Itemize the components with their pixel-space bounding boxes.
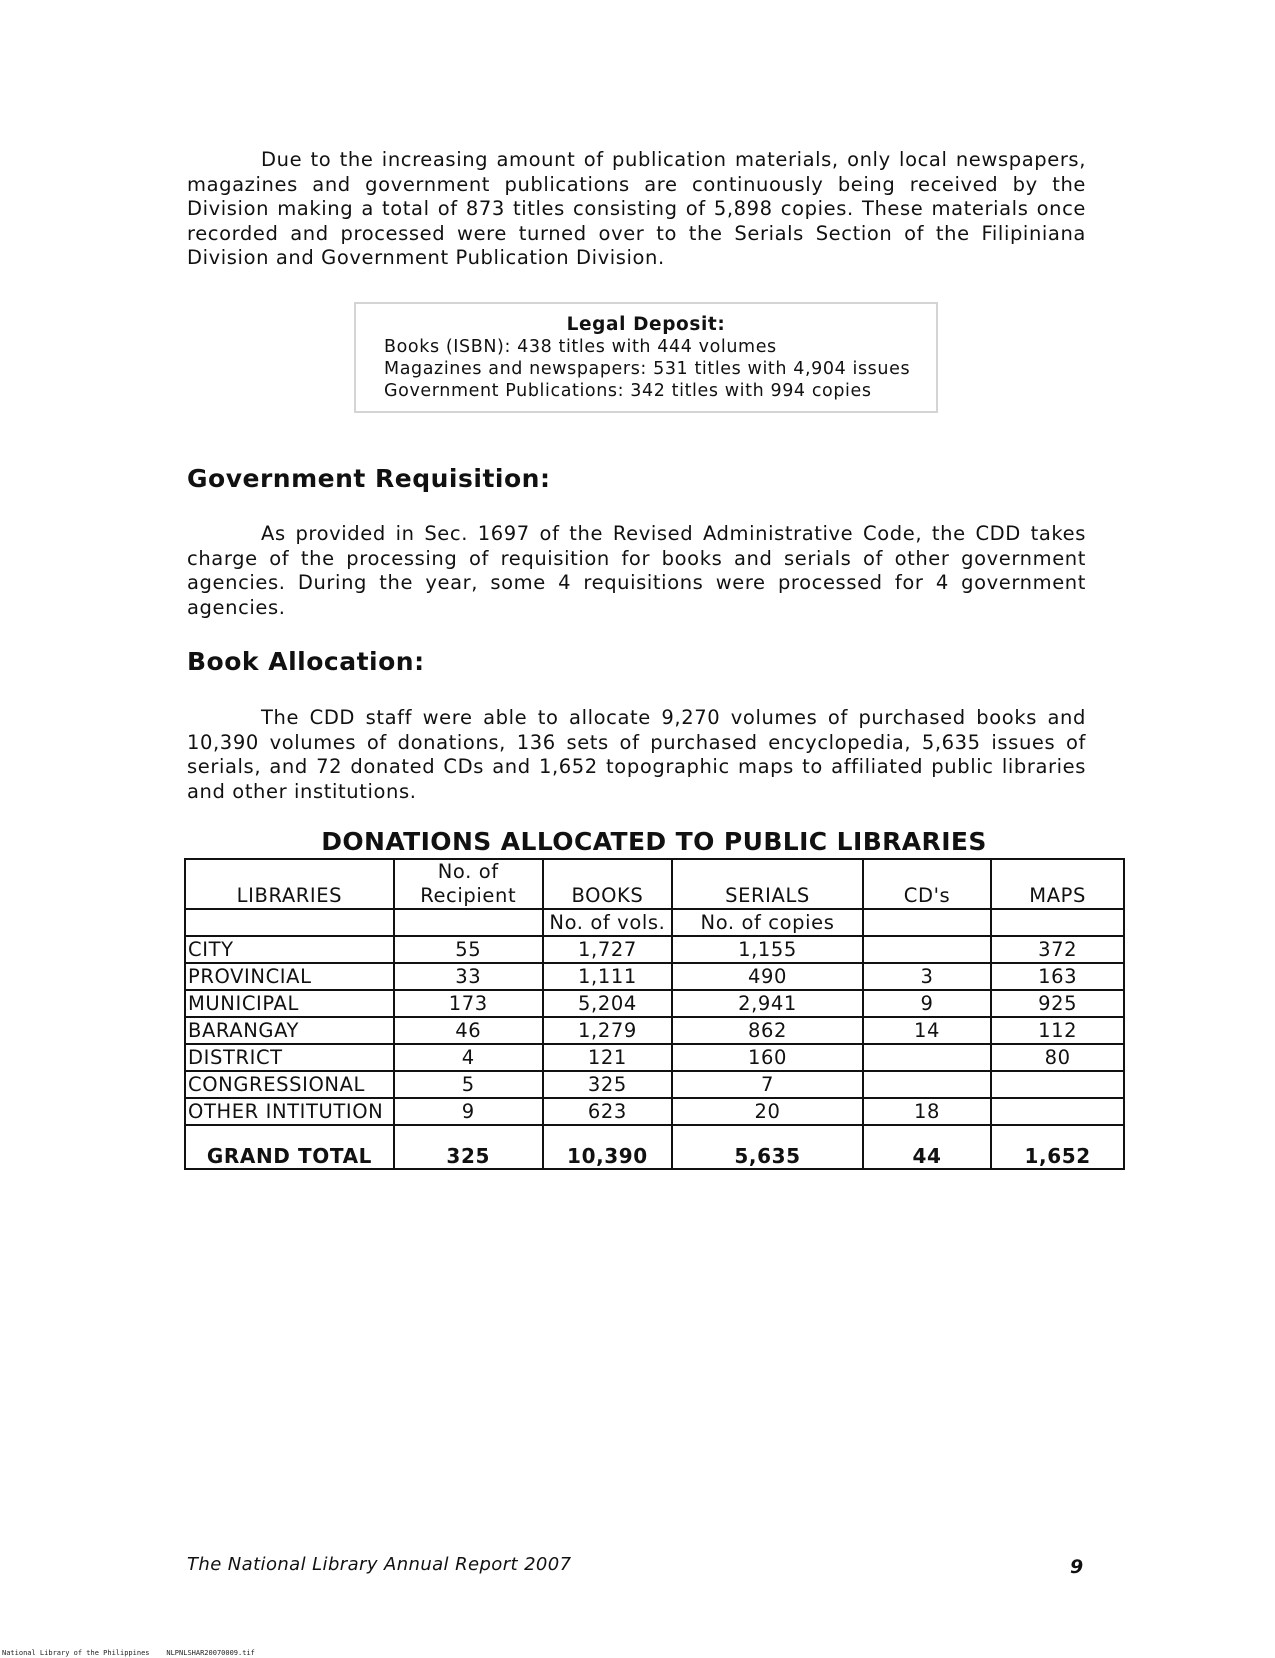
government-requisition-paragraph: As provided in Sec. 1697 of the Revised Administrative Code, the CDD takes charge of the processing of requisition for books and serials of other government agencies. During the year, some 4 requisitions were processed for 4 government agencies. [187,522,1086,619]
cell-cds: 9 [863,990,992,1017]
subheader-books-unit: No. of vols. [543,909,673,936]
cell-recipients: 46 [394,1017,543,1044]
page-number: 9 [1070,1556,1084,1578]
cell-library: MUNICIPAL [185,990,394,1017]
table-row [185,990,1124,1017]
footer-report-title: The National Library Annual Report 2007 [187,1554,572,1575]
cell-recipients: 9 [394,1098,543,1125]
book-allocation-heading: Book Allocation: [187,647,425,676]
cell-serials: 1,155 [672,936,862,963]
header-recipients-line1: No. of [437,860,499,883]
cell-maps: 372 [991,936,1124,963]
cell-serials: 862 [672,1017,862,1044]
grand-total-books: 10,390 [543,1125,673,1169]
legal-deposit-magazines: Magazines and newspapers: 531 titles with 4,904 issues [384,359,911,379]
table-subheader-row [185,909,1124,936]
cell-maps: 112 [991,1017,1124,1044]
table-row [185,1044,1124,1071]
subheader-empty [863,909,992,936]
cell-library: CITY [185,936,394,963]
table-header-row [185,859,1124,909]
book-allocation-paragraph: The CDD staff were able to allocate 9,270 volumes of purchased books and 10,390 volumes of donations, 136 sets of purchased encyclopedia, 5,635 issues of serials, and 72 donated CDs and 1,652 topographic maps to affiliated public libraries and other institutions. [187,706,1086,803]
cell-books: 1,727 [543,936,673,963]
cell-recipients: 5 [394,1071,543,1098]
cell-library: BARANGAY [185,1017,394,1044]
government-requisition-heading: Government Requisition: [187,464,551,493]
cell-books: 1,279 [543,1017,673,1044]
cell-serials: 160 [672,1044,862,1071]
grand-total-maps: 1,652 [991,1125,1124,1169]
grand-total-label: GRAND TOTAL [185,1125,394,1169]
cell-books: 623 [543,1098,673,1125]
cell-cds: 18 [863,1098,992,1125]
legal-deposit-gov-publications: Government Publications: 342 titles with 994 copies [384,381,872,401]
header-recipients [394,859,543,909]
cell-serials: 7 [672,1071,862,1098]
cell-maps [991,1098,1124,1125]
cell-recipients: 55 [394,936,543,963]
cell-cds [863,936,992,963]
cell-cds: 14 [863,1017,992,1044]
header-maps: MAPS [991,859,1124,909]
cell-books: 5,204 [543,990,673,1017]
cell-library: CONGRESSIONAL [185,1071,394,1098]
scan-caption-source: National Library of the Philippines [2,1649,150,1657]
scan-caption [2,1649,255,1657]
donations-table [184,858,1125,1170]
legal-deposit-books: Books (ISBN): 438 titles with 444 volumes [384,337,777,357]
intro-paragraph: Due to the increasing amount of publication materials, only local newspapers, magazines and government publications are continuously being received by the Division making a total of 873 titles consisting of 5,898 copies. These materials once recorded and processed were turned over to the Serials Section of the Filipiniana Division and Government Publication Division. [187,148,1086,269]
header-serials: SERIALS [672,859,862,909]
cell-cds [863,1071,992,1098]
cell-serials: 2,941 [672,990,862,1017]
cell-books: 325 [543,1071,673,1098]
cell-recipients: 4 [394,1044,543,1071]
cell-serials: 490 [672,963,862,990]
grand-total-row [185,1125,1124,1169]
grand-total-cds: 44 [863,1125,992,1169]
cell-library: OTHER INTITUTION [185,1098,394,1125]
cell-library: DISTRICT [185,1044,394,1071]
header-cds: CD's [863,859,992,909]
subheader-empty [394,909,543,936]
subheader-empty [991,909,1124,936]
cell-maps: 80 [991,1044,1124,1071]
cell-maps: 163 [991,963,1124,990]
cell-recipients: 173 [394,990,543,1017]
table-row [185,936,1124,963]
cell-cds: 3 [863,963,992,990]
subheader-serials-unit: No. of copies [672,909,862,936]
cell-library: PROVINCIAL [185,963,394,990]
cell-cds [863,1044,992,1071]
legal-deposit-box [354,302,938,413]
cell-serials: 20 [672,1098,862,1125]
header-recipients-line2: Recipient [420,884,517,907]
header-books: BOOKS [543,859,673,909]
cell-maps: 925 [991,990,1124,1017]
header-libraries: LIBRARIES [185,859,394,909]
donations-table-title: DONATIONS ALLOCATED TO PUBLIC LIBRARIES [321,827,987,856]
legal-deposit-title: Legal Deposit: [566,314,726,335]
cell-maps [991,1071,1124,1098]
grand-total-recipients: 325 [394,1125,543,1169]
table-row [185,1017,1124,1044]
table-row [185,1098,1124,1125]
grand-total-serials: 5,635 [672,1125,862,1169]
cell-books: 121 [543,1044,673,1071]
cell-recipients: 33 [394,963,543,990]
table-row [185,1071,1124,1098]
subheader-empty [185,909,394,936]
cell-books: 1,111 [543,963,673,990]
scan-caption-file: NLPNLSHAR20070009.tif [166,1649,255,1657]
table-row [185,963,1124,990]
